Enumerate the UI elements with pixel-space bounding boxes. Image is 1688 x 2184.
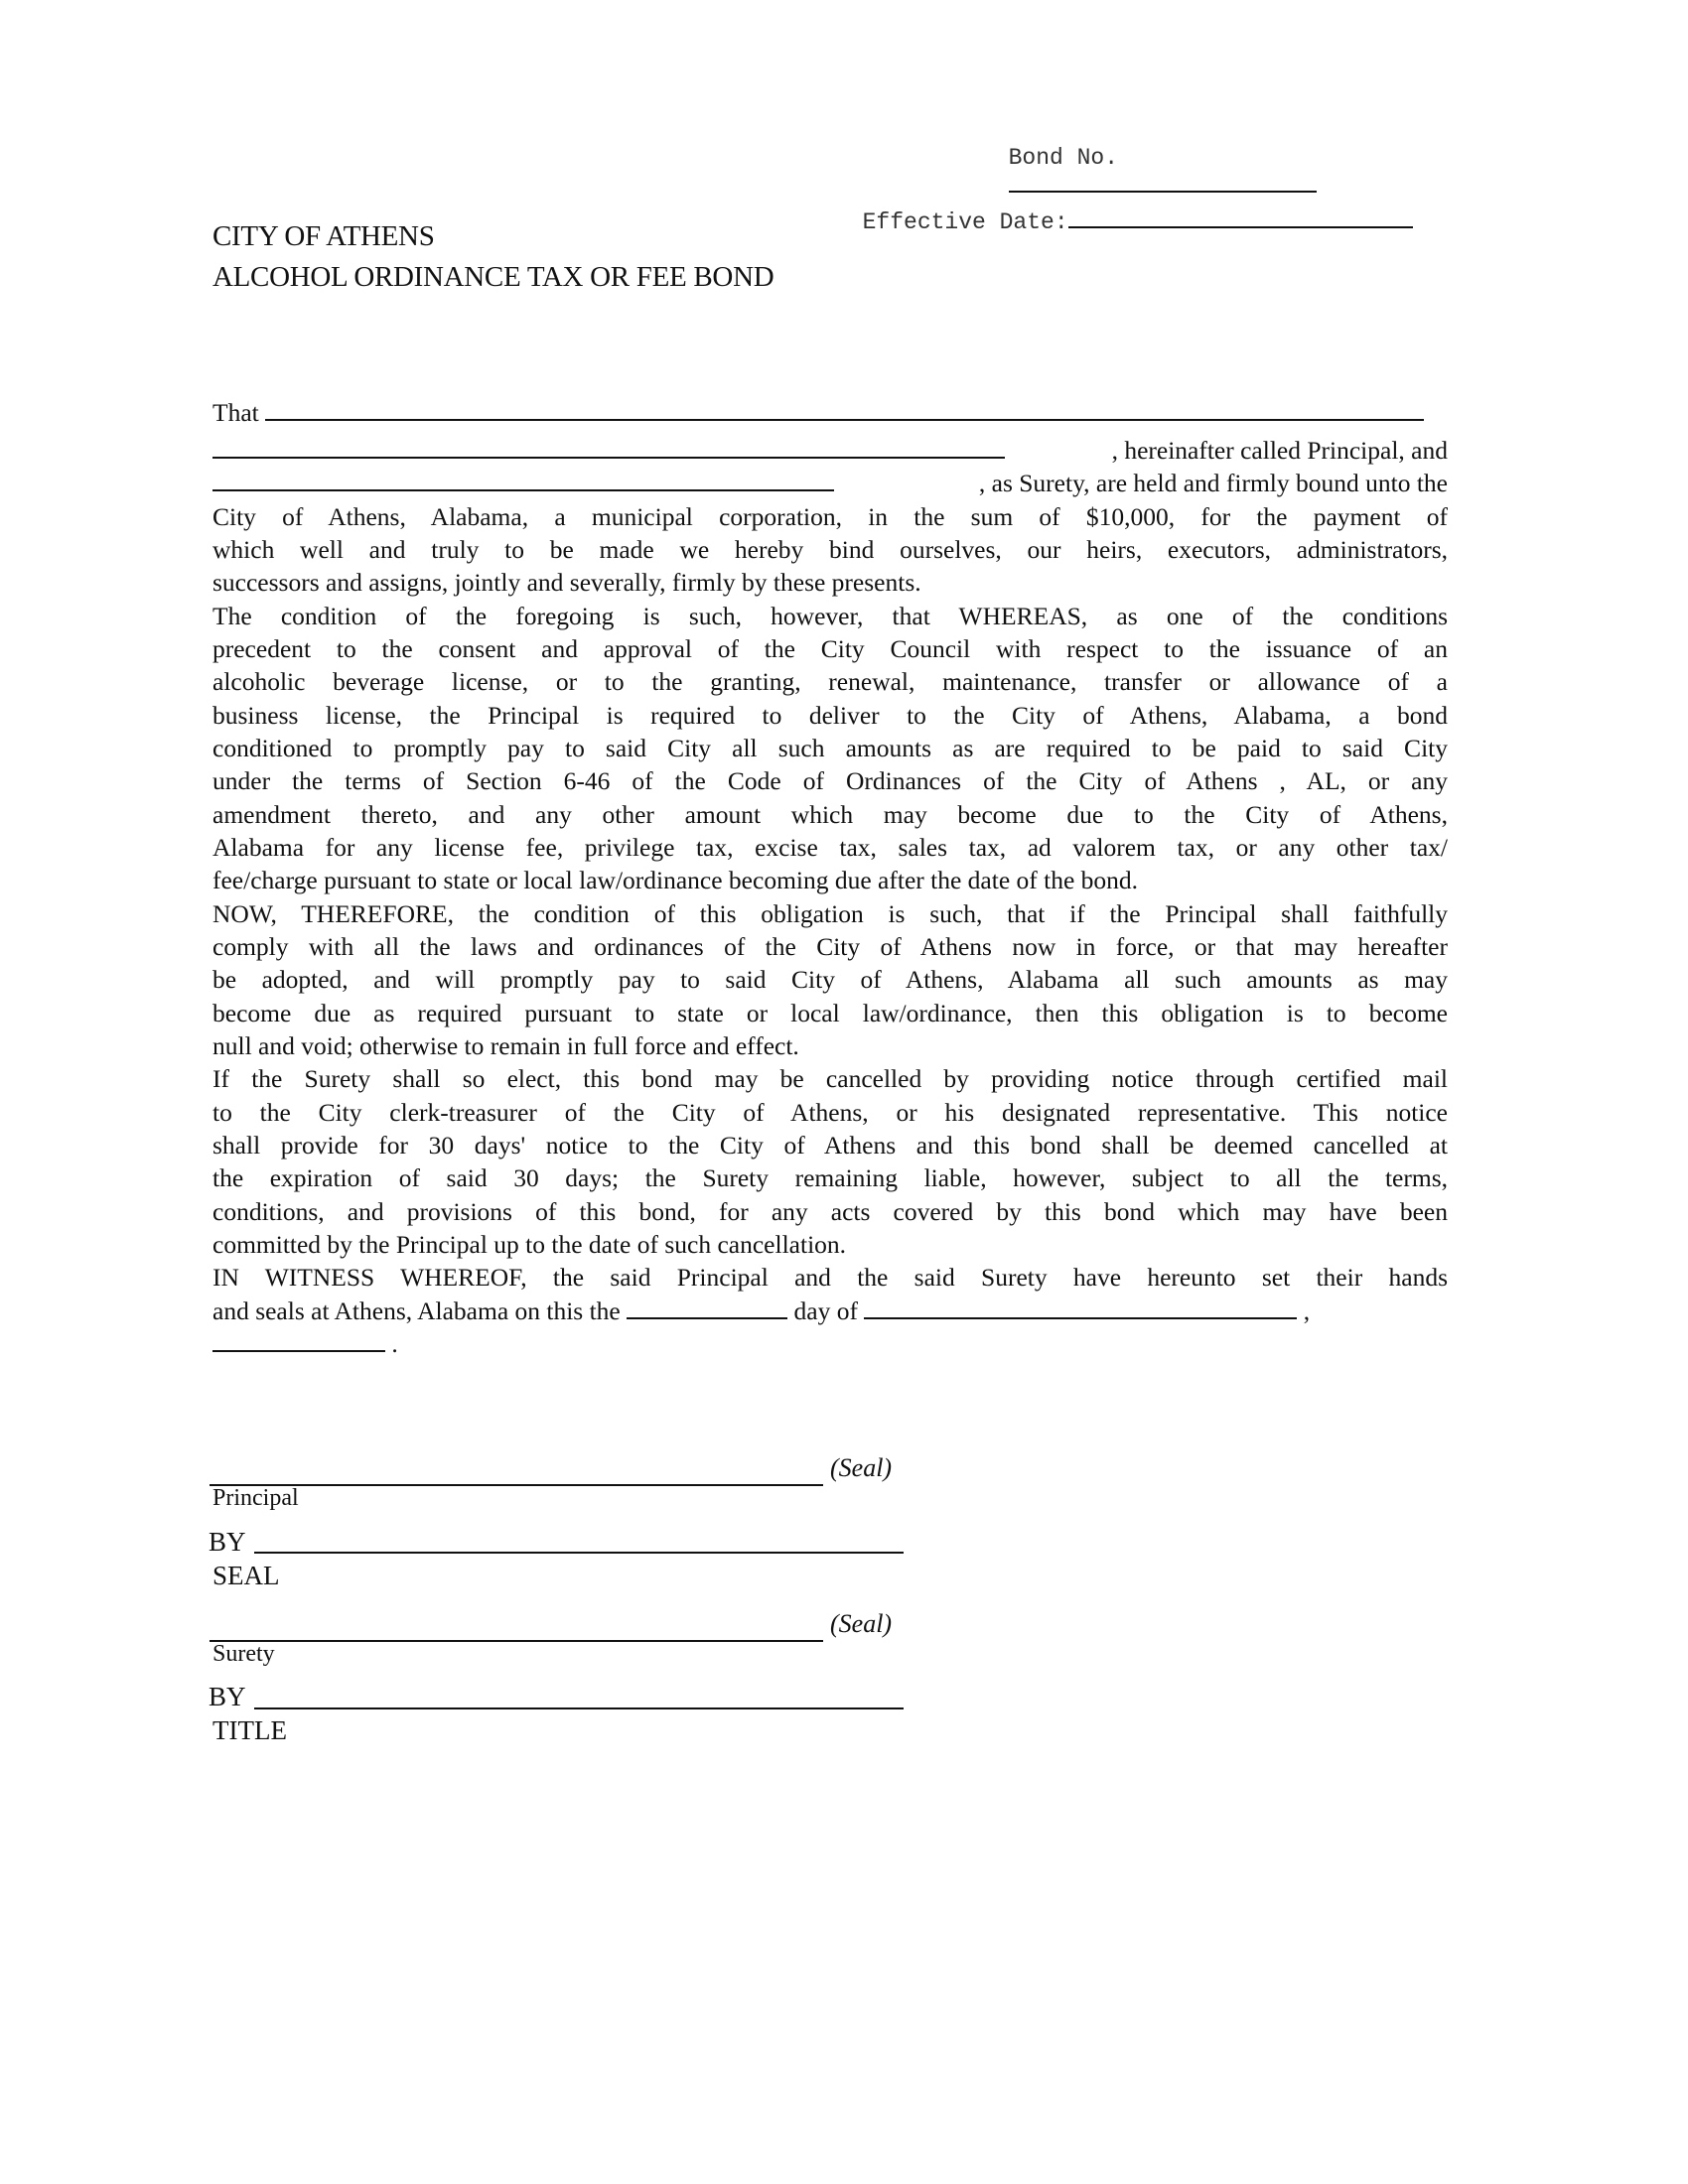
principal-seal-label: (Seal): [830, 1453, 893, 1482]
body-text-line: committed by the Principal up to the date of such cancellation.: [212, 1229, 847, 1259]
effective-date-field: [835, 181, 1413, 235]
body-text-line: comply with all the laws and ordinances of the City of Athens now in force, or that may hereafter: [212, 931, 1448, 961]
day-input[interactable]: [627, 1297, 787, 1319]
body-text-line: business license, the Principal is required to deliver to the City of Athens, Alabama, a bond: [212, 700, 1448, 730]
body-text-line: successors and assigns, jointly and severally, firmly by these presents.: [212, 568, 921, 598]
principal-by-line[interactable]: [254, 1552, 904, 1554]
body-text-line: The condition of the foregoing is such, however, that WHEREAS, as one of the conditions: [212, 601, 1448, 630]
body-text-line: IN WITNESS WHEREOF, the said Principal and the said Surety have hereunto set their hands: [212, 1263, 1448, 1293]
effective-date-label: Effective Date:: [862, 209, 1068, 235]
day-of-label: day of: [793, 1296, 858, 1325]
body-text-line: be adopted, and will promptly pay to said City of Athens, Alabama all such amounts as may: [212, 965, 1448, 995]
effective-date-input[interactable]: [1068, 206, 1413, 228]
body-text-line: to the City clerk-treasurer of the City of Athens, or his designated representative. This notice: [212, 1097, 1448, 1127]
surety-seal-label: (Seal): [830, 1609, 893, 1638]
body-text-line: which well and truly to be made we hereby bind ourselves, our heirs, executors, administrators,: [212, 534, 1448, 564]
principal-name-input[interactable]: [212, 437, 1005, 459]
surety-by-line[interactable]: [254, 1707, 904, 1709]
principal-line: [212, 434, 1448, 467]
that-label: That: [212, 398, 259, 427]
body-text-line: Alabama for any license fee, privilege tax, excise tax, sales tax, ad valorem tax, or any other tax/: [212, 832, 1448, 862]
principal-signature-line[interactable]: [210, 1484, 823, 1486]
surety-signature-line[interactable]: [210, 1640, 823, 1642]
year-line: [212, 1327, 1448, 1360]
bond-no-label: Bond No.: [1008, 145, 1119, 171]
surety-name-input[interactable]: [212, 470, 834, 491]
surety-line: [212, 467, 1448, 499]
principal-label: Principal: [212, 1485, 299, 1511]
principal-by-label: BY: [209, 1527, 246, 1557]
that-input[interactable]: [265, 399, 1424, 421]
body-text-line: null and void; otherwise to remain in full force and effect.: [212, 1030, 799, 1060]
document-title: ALCOHOL ORDINANCE TAX OR FEE BOND: [212, 261, 774, 293]
witness-comma: ,: [1303, 1296, 1311, 1325]
surety-by-label: BY: [209, 1682, 246, 1711]
title-caption: TITLE: [212, 1715, 287, 1745]
body-text-line: City of Athens, Alabama, a municipal corporation, in the sum of $10,000, for the payment of: [212, 501, 1448, 531]
body-text-line: NOW, THEREFORE, the condition of this obligation is such, that if the Principal shall faithfully: [212, 898, 1448, 928]
year-input[interactable]: [212, 1330, 385, 1352]
that-line: [212, 398, 1424, 428]
month-input[interactable]: [864, 1297, 1297, 1319]
city-title: CITY OF ATHENS: [212, 220, 435, 252]
body-text-line: precedent to the consent and approval of the City Council with respect to the issuance of an: [212, 633, 1448, 663]
witness-date-line: [212, 1295, 1448, 1327]
witness-prefix: and seals at Athens, Alabama on this the: [212, 1296, 621, 1325]
surety-suffix: , as Surety, are held and firmly bound unto the: [978, 469, 1448, 498]
body-text-line: under the terms of Section 6-46 of the Code of Ordinances of the City of Athens , AL, or any: [212, 766, 1448, 796]
body-text-line: amendment thereto, and any other amount which may become due to the City of Athens,: [212, 799, 1448, 829]
surety-label: Surety: [212, 1641, 275, 1667]
body-text-line: alcoholic beverage license, or to the granting, renewal, maintenance, transfer or allowance of a: [212, 667, 1448, 697]
body-text-line: the expiration of said 30 days; the Surety remaining liable, however, subject to all the terms,: [212, 1163, 1448, 1193]
body-text-line: shall provide for 30 days' notice to the City of Athens and this bond shall be deemed cancelled at: [212, 1130, 1448, 1160]
body-text-line: conditioned to promptly pay to said City all such amounts as are required to be paid to said City: [212, 733, 1448, 762]
body-text-line: conditions, and provisions of this bond, for any acts covered by this bond which may have been: [212, 1196, 1448, 1226]
body-text-line: If the Surety shall so elect, this bond may be cancelled by providing notice through certified mail: [212, 1064, 1448, 1094]
body-text-line: become due as required pursuant to state or local law/ordinance, then this obligation is to become: [212, 998, 1448, 1027]
seal-caption: SEAL: [212, 1561, 280, 1590]
body-text-line: fee/charge pursuant to state or local law/ordinance becoming due after the date of the bond.: [212, 866, 1139, 895]
year-period: .: [391, 1329, 398, 1358]
principal-suffix: , hereinafter called Principal, and: [1111, 436, 1448, 465]
